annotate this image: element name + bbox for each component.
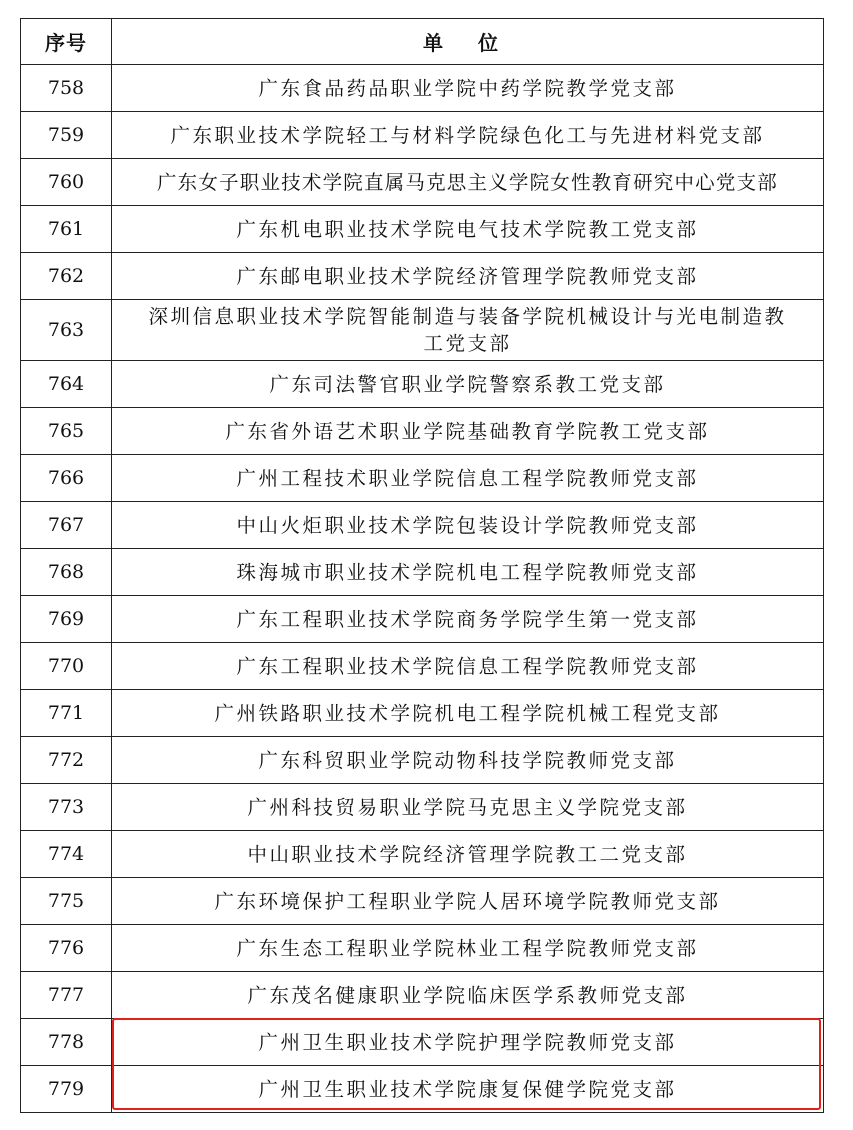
row-unit: 广州卫生职业技术学院康复保健学院党支部 (112, 1066, 824, 1113)
row-number: 775 (21, 878, 112, 925)
row-unit: 广东生态工程职业学院林业工程学院教师党支部 (112, 925, 824, 972)
table-row (21, 878, 824, 925)
table-row (21, 831, 824, 878)
row-number: 779 (21, 1066, 112, 1113)
row-number: 770 (21, 643, 112, 690)
row-unit: 广东司法警官职业学院警察系教工党支部 (112, 361, 824, 408)
row-number: 761 (21, 206, 112, 253)
table-row (21, 549, 824, 596)
table-row (21, 361, 824, 408)
row-number: 763 (21, 300, 112, 361)
table-row (21, 643, 824, 690)
row-number: 772 (21, 737, 112, 784)
row-unit: 广东环境保护工程职业学院人居环境学院教师党支部 (112, 878, 824, 925)
row-unit: 深圳信息职业技术学院智能制造与装备学院机械设计与光电制造教工党支部 (112, 300, 824, 361)
row-number: 773 (21, 784, 112, 831)
table-row (21, 455, 824, 502)
row-unit: 广东食品药品职业学院中药学院教学党支部 (112, 65, 824, 112)
row-unit: 广州科技贸易职业学院马克思主义学院党支部 (112, 784, 824, 831)
row-number: 762 (21, 253, 112, 300)
table-row (21, 925, 824, 972)
table-row (21, 206, 824, 253)
row-unit: 广州卫生职业技术学院护理学院教师党支部 (112, 1019, 824, 1066)
row-number: 771 (21, 690, 112, 737)
row-unit: 中山职业技术学院经济管理学院教工二党支部 (112, 831, 824, 878)
table-row (21, 408, 824, 455)
row-unit: 广东科贸职业学院动物科技学院教师党支部 (112, 737, 824, 784)
units-table (20, 18, 824, 1113)
row-number: 766 (21, 455, 112, 502)
row-unit: 广州铁路职业技术学院机电工程学院机械工程党支部 (112, 690, 824, 737)
row-unit: 广东机电职业技术学院电气技术学院教工党支部 (112, 206, 824, 253)
table-row (21, 159, 824, 206)
table-row (21, 65, 824, 112)
table-row (21, 502, 824, 549)
row-unit: 广东工程职业技术学院商务学院学生第一党支部 (112, 596, 824, 643)
row-number: 777 (21, 972, 112, 1019)
row-number: 759 (21, 112, 112, 159)
row-number: 776 (21, 925, 112, 972)
table-row (21, 1066, 824, 1113)
table-row (21, 972, 824, 1019)
table-row (21, 1019, 824, 1066)
row-number: 768 (21, 549, 112, 596)
row-unit: 珠海城市职业技术学院机电工程学院教师党支部 (112, 549, 824, 596)
table-row (21, 112, 824, 159)
row-unit: 广东职业技术学院轻工与材料学院绿色化工与先进材料党支部 (112, 112, 824, 159)
row-number: 774 (21, 831, 112, 878)
table-row (21, 737, 824, 784)
row-unit: 广东省外语艺术职业学院基础教育学院教工党支部 (112, 408, 824, 455)
header-unit: 单 位 (112, 19, 824, 65)
row-unit: 广州工程技术职业学院信息工程学院教师党支部 (112, 455, 824, 502)
table-row (21, 596, 824, 643)
row-number: 767 (21, 502, 112, 549)
table-row (21, 690, 824, 737)
row-unit: 广东邮电职业技术学院经济管理学院教师党支部 (112, 253, 824, 300)
row-number: 769 (21, 596, 112, 643)
table-row (21, 253, 824, 300)
row-unit: 广东茂名健康职业学院临床医学系教师党支部 (112, 972, 824, 1019)
table-header-row (21, 19, 824, 65)
table-row (21, 784, 824, 831)
header-serial-number: 序号 (21, 19, 112, 65)
row-number: 758 (21, 65, 112, 112)
row-number: 760 (21, 159, 112, 206)
row-number: 778 (21, 1019, 112, 1066)
table-row (21, 300, 824, 361)
row-number: 764 (21, 361, 112, 408)
row-number: 765 (21, 408, 112, 455)
row-unit: 广东女子职业技术学院直属马克思主义学院女性教育研究中心党支部 (112, 159, 824, 206)
row-unit: 广东工程职业技术学院信息工程学院教师党支部 (112, 643, 824, 690)
row-unit: 中山火炬职业技术学院包装设计学院教师党支部 (112, 502, 824, 549)
